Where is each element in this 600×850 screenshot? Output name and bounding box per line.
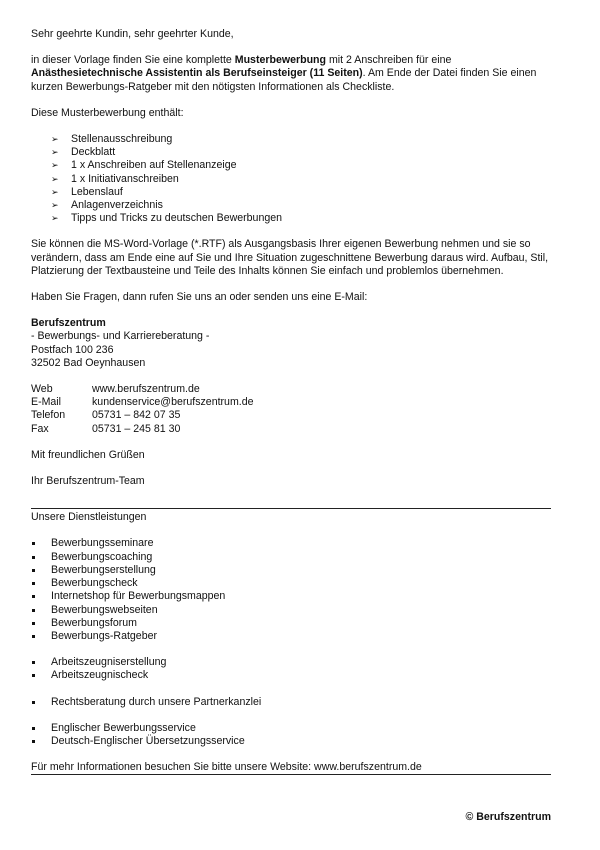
list-item-label: Rechtsberatung durch unsere Partnerkanzlei — [51, 695, 262, 708]
list-item — [31, 186, 551, 199]
list-item — [31, 159, 551, 172]
contact-fax — [31, 423, 551, 436]
list-item-label: Bewerbungswebseiten — [51, 603, 158, 616]
arrow-bullet-icon: ➢ — [51, 213, 59, 224]
intro-text-1: in dieser Vorlage finden Sie eine komplette — [31, 54, 235, 67]
services-heading: Unsere Dienstleistungen — [31, 511, 147, 524]
list-item-label: Arbeitszeugnischeck — [51, 669, 149, 682]
list-item-label: Tipps und Tricks zu deutschen Bewerbungen — [71, 212, 283, 225]
intro-paragraph — [31, 54, 551, 94]
list-item — [31, 199, 551, 212]
list-item — [31, 669, 551, 682]
web-label: Web — [31, 383, 53, 396]
intro-bold-musterbewerbung: Musterbewerbung — [234, 54, 326, 67]
services-list-2 — [31, 656, 551, 682]
list-item — [31, 173, 551, 186]
email-link[interactable]: kundenservice@berufszentrum.de — [92, 396, 254, 409]
list-item — [31, 577, 551, 590]
list-item — [31, 146, 551, 159]
list-item-label: Bewerbungscoaching — [51, 550, 153, 563]
list-item — [31, 590, 551, 603]
list-item — [31, 133, 551, 146]
list-item-label: Anlagenverzeichnis — [71, 199, 163, 212]
list-item-label: Internetshop für Bewerbungsmappen — [51, 590, 226, 603]
square-bullet-icon — [32, 661, 35, 664]
email-label: E-Mail — [31, 396, 62, 409]
greeting: Sehr geehrte Kundin, sehr geehrter Kunde, — [31, 28, 234, 40]
fax-value: 05731 – 245 81 30 — [92, 422, 181, 435]
square-bullet-icon — [32, 556, 35, 559]
square-bullet-icon — [32, 674, 35, 677]
square-bullet-icon — [32, 609, 35, 612]
list-item — [31, 604, 551, 617]
square-bullet-icon — [32, 595, 35, 598]
list-item-label: 1 x Anschreiben auf Stellenanzeige — [71, 159, 237, 172]
list-item-label: Bewerbungsseminare — [51, 537, 154, 550]
copyright: © Berufszentrum — [465, 811, 551, 823]
list-item — [31, 630, 551, 643]
usage-paragraph: Sie können die MS-Word-Vorlage (*.RTF) als Ausgangsbasis Ihrer eigenen Bewerbung nehmen und sie so verändern, dass am Ende eine auf Sie und Ihre Situation zugeschnittene Bewerbung daraus wird. Aufbau, Stil, Platzierung der Textbausteine und Teile des Inhalts können Sie einfach und problemlos übernehmen. — [31, 238, 549, 277]
services-list-1 — [31, 537, 551, 643]
city: 32502 Bad Oeynhausen — [31, 356, 146, 369]
services-list-3 — [31, 696, 551, 709]
phone-value: 05731 – 842 07 35 — [92, 409, 181, 422]
list-item-label: Lebenslauf — [71, 185, 123, 198]
list-item — [31, 656, 551, 669]
document-body — [31, 28, 551, 775]
square-bullet-icon — [32, 582, 35, 585]
postbox: Postfach 100 236 — [31, 343, 114, 356]
list-item-label: Bewerbungserstellung — [51, 563, 156, 576]
fax-label: Fax — [31, 422, 49, 435]
intro-text-3: . Am Ende der Datei finden Sie einen kurzen Bewerbungs-Ratgeber mit den nötigsten Informationen als Checkliste. — [31, 67, 537, 93]
square-bullet-icon — [32, 740, 35, 743]
square-bullet-icon — [32, 701, 35, 704]
web-link[interactable]: www.berufszentrum.de — [92, 383, 200, 396]
contact-block — [31, 383, 551, 436]
square-bullet-icon — [32, 569, 35, 572]
closing: Mit freundlichen Grüßen — [31, 448, 145, 461]
list-item-label: Bewerbungscheck — [51, 577, 138, 590]
signature: Ihr Berufszentrum-Team — [31, 475, 145, 488]
list-item — [31, 696, 551, 709]
list-item — [31, 735, 551, 748]
list-item — [31, 537, 551, 550]
contact-phone — [31, 409, 551, 422]
more-info: Für mehr Informationen besuchen Sie bitte unsere Website: www.berufszentrum.de — [31, 761, 422, 774]
arrow-bullet-icon: ➢ — [51, 134, 59, 145]
list-item — [31, 551, 551, 564]
address-block — [31, 317, 551, 370]
contents-list — [31, 133, 551, 225]
divider-top — [31, 508, 551, 509]
services-list-4 — [31, 722, 551, 748]
square-bullet-icon — [32, 635, 35, 638]
list-item — [31, 722, 551, 735]
square-bullet-icon — [32, 622, 35, 625]
arrow-bullet-icon: ➢ — [51, 200, 59, 211]
list-item-label: Deutsch-Englischer Übersetzungsservice — [51, 734, 245, 747]
square-bullet-icon — [32, 542, 35, 545]
arrow-bullet-icon: ➢ — [51, 147, 59, 158]
intro-bold-position: Anästhesietechnische Assistentin als Berufseinsteiger (11 Seiten) — [31, 67, 363, 80]
list-item-label: Bewerbungsforum — [51, 616, 137, 629]
contents-heading: Diese Musterbewerbung enthält: — [31, 106, 184, 119]
list-item-label: Deckblatt — [71, 146, 116, 159]
list-item-label: Stellenausschreibung — [71, 133, 173, 146]
divider-bottom — [31, 774, 551, 775]
questions-paragraph: Haben Sie Fragen, dann rufen Sie uns an oder senden uns eine E-Mail: — [31, 291, 368, 304]
contact-email — [31, 396, 551, 409]
company-tagline: - Bewerbungs- und Karriereberatung - — [31, 330, 210, 343]
arrow-bullet-icon: ➢ — [51, 160, 59, 171]
list-item — [31, 617, 551, 630]
list-item-label: Englischer Bewerbungsservice — [51, 721, 196, 734]
list-item-label: Bewerbungs-Ratgeber — [51, 629, 157, 642]
contact-web — [31, 383, 551, 396]
square-bullet-icon — [32, 727, 35, 730]
company-name: Berufszentrum — [31, 317, 106, 330]
arrow-bullet-icon: ➢ — [51, 186, 59, 197]
list-item — [31, 212, 551, 225]
list-item — [31, 564, 551, 577]
intro-text-2: mit 2 Anschreiben für eine — [326, 54, 452, 67]
phone-label: Telefon — [31, 409, 66, 422]
arrow-bullet-icon: ➢ — [51, 173, 59, 184]
list-item-label: 1 x Initiativanschreiben — [71, 172, 179, 185]
list-item-label: Arbeitszeugniserstellung — [51, 656, 167, 669]
